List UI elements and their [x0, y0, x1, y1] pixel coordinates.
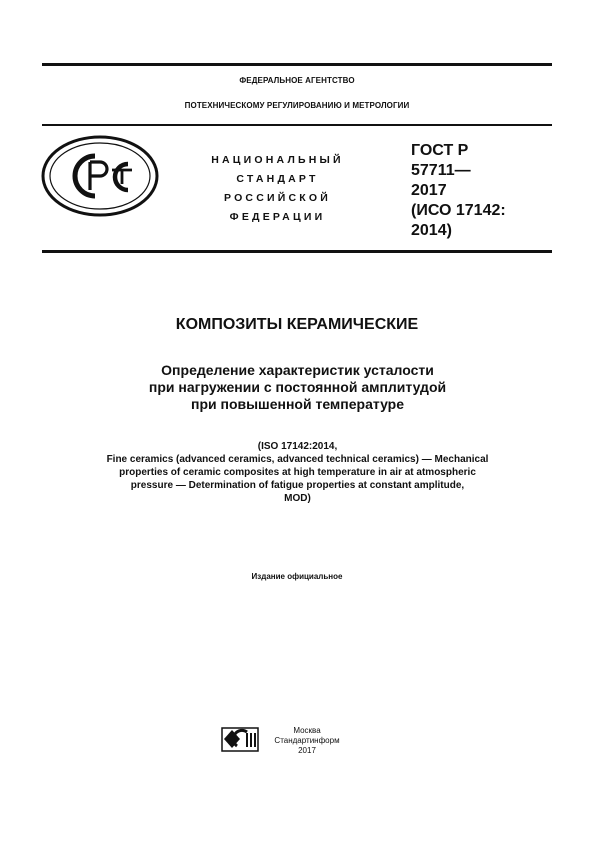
iso-line-5: MOD) — [284, 493, 311, 504]
standard-type-block — [190, 151, 365, 227]
agency-name-line1: ФЕДЕРАЛЬНОЕ АГЕНТСТВО — [239, 76, 355, 85]
code-line-4: (ИСО 17142: — [411, 202, 506, 219]
publisher-city: Москва — [293, 726, 321, 735]
code-line-5: 2014) — [411, 222, 452, 239]
iso-line-4: pressure — Determination of fatigue properties at constant amplitude, — [130, 480, 465, 491]
gost-r-logo-icon — [40, 134, 160, 218]
iso-line-3: properties of ceramic composites at high temperature in air at atmospheric — [119, 467, 476, 478]
standard-line-3: РОССИЙСКОЙ — [224, 192, 331, 204]
standard-line-1: НАЦИОНАЛЬНЫЙ — [211, 154, 344, 166]
subtitle-line-3: при повышенной температуре — [190, 396, 405, 412]
document-title: КОМПОЗИТЫ КЕРАМИЧЕСКИЕ — [175, 316, 419, 333]
subtitle-line-2: при нагружении с постоянной амплитудой — [148, 379, 447, 395]
agency-name-line2: ПОТЕХНИЧЕСКОМУ РЕГУЛИРОВАНИЮ И МЕТРОЛОГИИ — [184, 101, 410, 110]
iso-line-1: (ISO 17142:2014, — [257, 441, 338, 452]
header-rule — [42, 124, 552, 126]
standard-code-block — [411, 141, 551, 241]
subtitle-line-1: Определение характеристик усталости — [161, 362, 434, 378]
code-line-1: ГОСТ Р — [411, 142, 469, 159]
standartinform-logo-icon — [221, 727, 259, 752]
code-rule — [42, 250, 552, 253]
code-line-2: 57711— — [411, 162, 471, 179]
code-line-3: 2017 — [411, 182, 447, 199]
publisher-block — [262, 726, 352, 756]
publisher-year: 2017 — [298, 746, 316, 755]
standard-line-2: СТАНДАРТ — [236, 173, 319, 185]
edition-note: Издание официальное — [251, 572, 343, 581]
iso-reference — [40, 440, 555, 505]
standard-line-4: ФЕДЕРАЦИИ — [229, 211, 326, 223]
top-rule — [42, 63, 552, 66]
document-subtitle — [60, 362, 535, 413]
publisher-name: Стандартинформ — [274, 736, 340, 745]
iso-line-2: Fine ceramics (advanced ceramics, advanced technical ceramics) — Mechanical — [106, 454, 489, 465]
